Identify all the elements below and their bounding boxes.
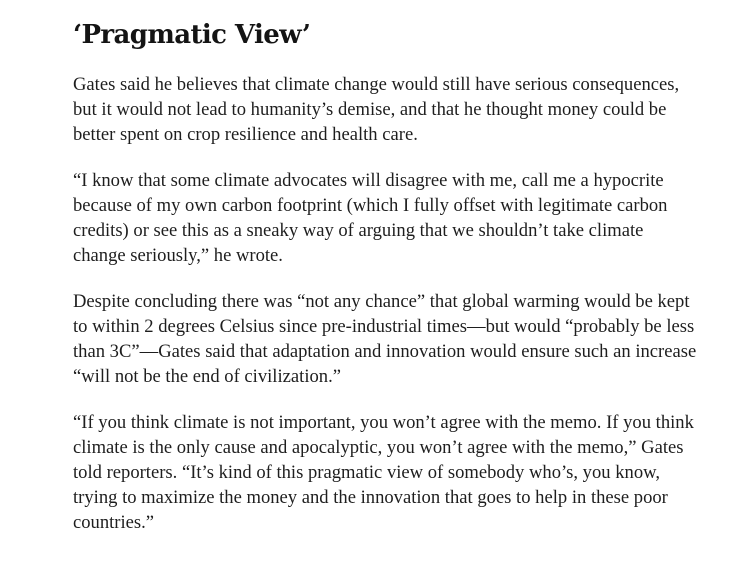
paragraph-hypocrite-quote: “I know that some climate advocates will disagree with me, call me a hypocrite because of my own carbon footprint (which I fully offset with legitimate carbon credits) or see this as a sneaky way of arguing that we shouldn’t take climate change seriously,” he wrote. xyxy=(73,170,668,266)
paragraph-gates-belief: Gates said he believes that climate change would still have serious consequences, but it would not lead to humanity’s demise, and that he thought money could be better spent on crop resilience and health care. xyxy=(73,74,680,145)
article-body xyxy=(73,16,699,556)
paragraph-warming-forecast: Despite concluding there was “not any chance” that global warming would be kept to within 2 degrees Celsius since pre-industrial times—but would “probably be less than 3C”—Gates said that adaptation and innovation would ensure such an increase “will not be the end of civilization.” xyxy=(73,291,697,387)
section-heading: ‘Pragmatic View’ xyxy=(73,20,311,50)
paragraph-pragmatic-quote: “If you think climate is not important, you won’t agree with the memo. If you think climate is the only cause and apocalyptic, you won’t agree with the memo,” Gates told reporters. “It’s kind of this pragmatic view of somebody who’s, you know, trying to maximize the money and the innovation that goes to help in these poor countries.” xyxy=(73,412,694,533)
